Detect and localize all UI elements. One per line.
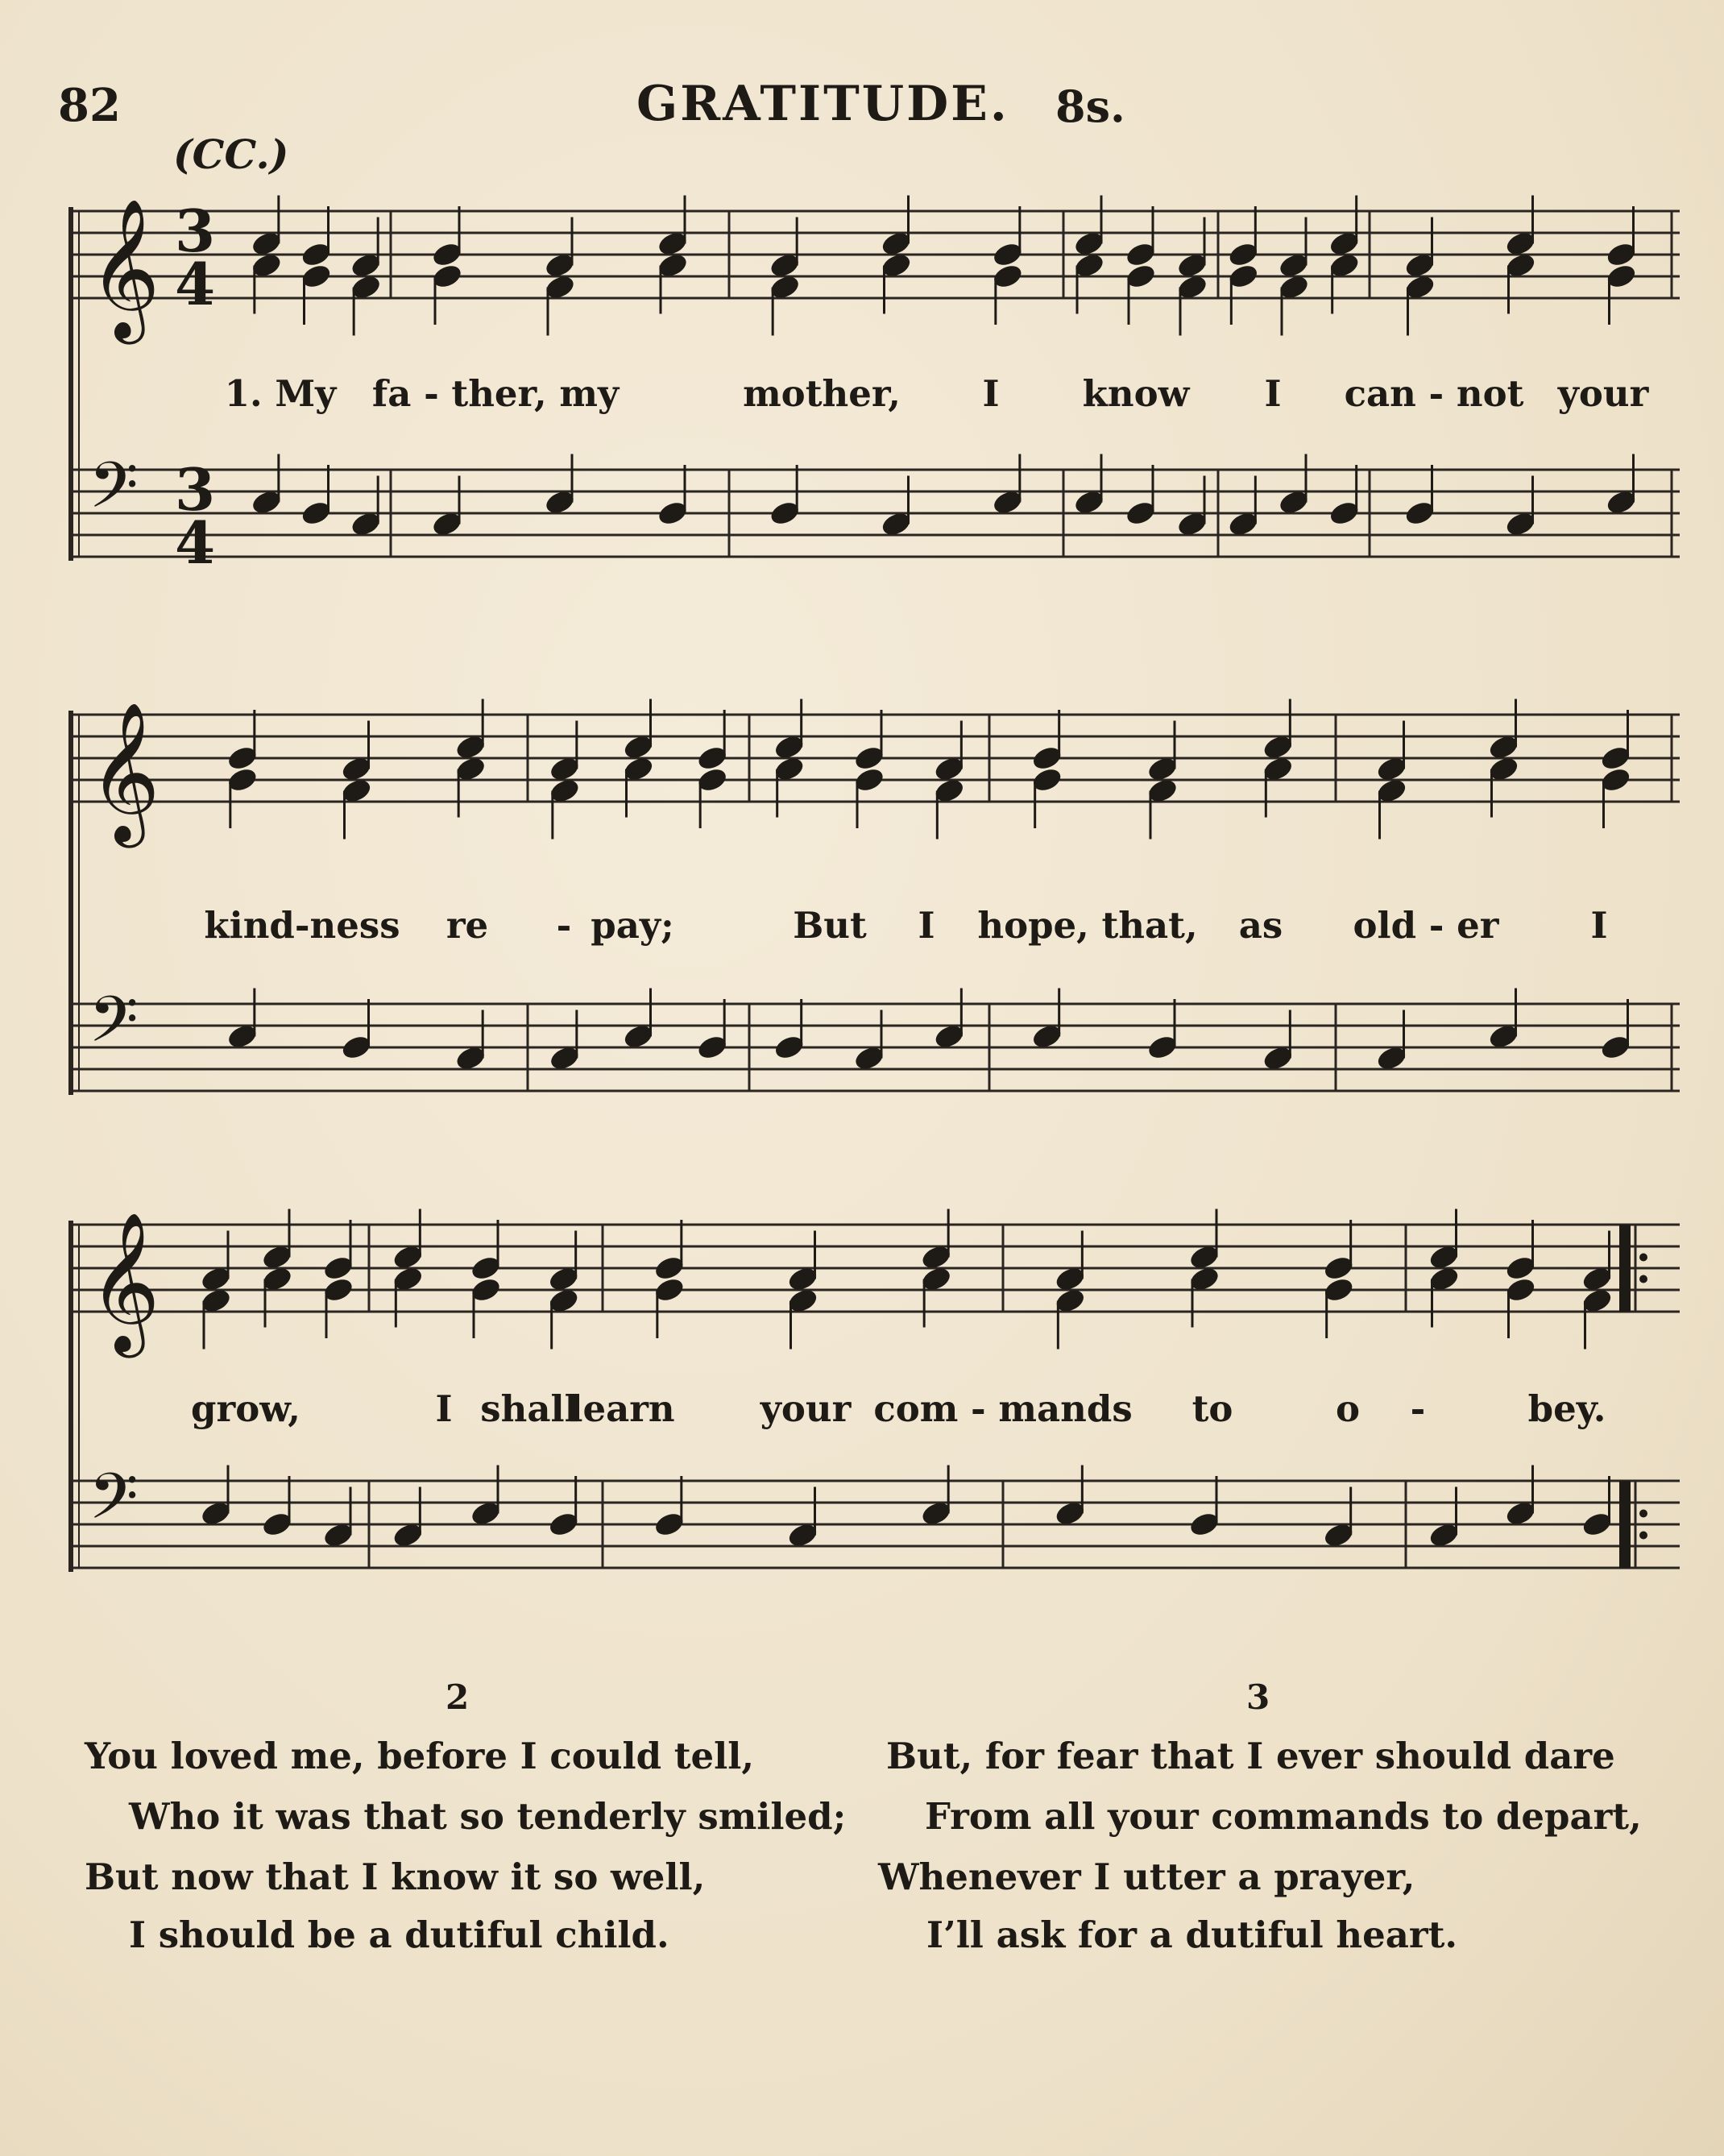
- lyric-syllable: I: [435, 1387, 453, 1430]
- lyric-syllable: bey.: [1527, 1387, 1606, 1430]
- treble-clef: 𝄞: [89, 702, 160, 842]
- repeat-dot: [1639, 1532, 1647, 1540]
- lyric-syllable: I: [1264, 372, 1282, 415]
- lyric-syllable: learn: [569, 1387, 675, 1430]
- time-signature: 3: [174, 197, 216, 265]
- lyric-syllable: -: [1410, 1387, 1426, 1430]
- treble-clef: 𝄞: [89, 1212, 160, 1352]
- lyric-syllable: com - mands: [873, 1387, 1133, 1430]
- final-barline: [1619, 1225, 1631, 1312]
- lyric-syllable: your: [760, 1387, 852, 1430]
- lyric-syllable: o: [1335, 1387, 1361, 1430]
- lyric-syllable: kind-ness: [204, 904, 400, 947]
- lyric-syllable: know: [1082, 372, 1190, 415]
- treble-clef: 𝄞: [89, 198, 160, 338]
- time-signature: 4: [174, 250, 216, 318]
- verse-line: Whenever I utter a prayer,: [878, 1855, 1415, 1898]
- lyric-syllable: to: [1191, 1387, 1233, 1430]
- repeat-dot: [1639, 1510, 1647, 1518]
- lyric-syllable: mother,: [743, 372, 901, 415]
- verse-line: I’ll ask for a dutiful heart.: [926, 1913, 1458, 1956]
- lyric-syllable: -: [556, 904, 572, 947]
- meter-label: 8s.: [1055, 81, 1125, 132]
- lyric-syllable: your: [1557, 372, 1649, 415]
- lyric-syllable: I: [918, 904, 935, 947]
- lyric-syllable: grow,: [191, 1387, 300, 1430]
- repeat-dot: [1639, 1254, 1647, 1262]
- bass-clef: 𝄢: [89, 1459, 139, 1549]
- verse-number: 3: [1246, 1677, 1270, 1717]
- lyric-syllable: I: [982, 372, 1000, 415]
- verse-line: You loved me, before I could tell,: [85, 1735, 755, 1777]
- verse-line: I should be a dutiful child.: [129, 1913, 669, 1956]
- key-label: (CC.): [173, 131, 289, 178]
- verse-line: But now that I know it so well,: [85, 1855, 706, 1898]
- verse-line: But, for fear that I ever should dare: [886, 1735, 1615, 1777]
- lyric-syllable: 1. My: [224, 372, 337, 415]
- lyric-syllable: pay;: [591, 904, 674, 947]
- hymn-title: GRATITUDE.: [636, 76, 1009, 132]
- verse-line: Who it was that so tenderly smiled;: [129, 1795, 847, 1838]
- time-signature: 4: [174, 508, 216, 577]
- lyric-syllable: hope, that,: [977, 904, 1198, 947]
- lyric-syllable: But: [793, 904, 867, 947]
- lyric-syllable: old - er: [1353, 904, 1499, 947]
- lyric-syllable: can - not: [1344, 372, 1524, 415]
- lyric-syllable: I: [1590, 904, 1608, 947]
- final-barline: [1619, 1481, 1631, 1568]
- lyric-syllable: as: [1238, 904, 1283, 947]
- page-number: 82: [58, 79, 121, 132]
- bass-clef: 𝄢: [89, 448, 139, 538]
- lyric-syllable: re: [446, 904, 489, 947]
- verse-line: From all your commands to depart,: [925, 1795, 1642, 1838]
- lyric-syllable: fa - ther, my: [371, 372, 620, 415]
- lyric-syllable: shall: [480, 1387, 578, 1430]
- verse-number: 2: [446, 1677, 470, 1717]
- time-signature: 3: [174, 455, 216, 524]
- repeat-dot: [1639, 1275, 1647, 1283]
- bass-clef: 𝄢: [89, 982, 139, 1072]
